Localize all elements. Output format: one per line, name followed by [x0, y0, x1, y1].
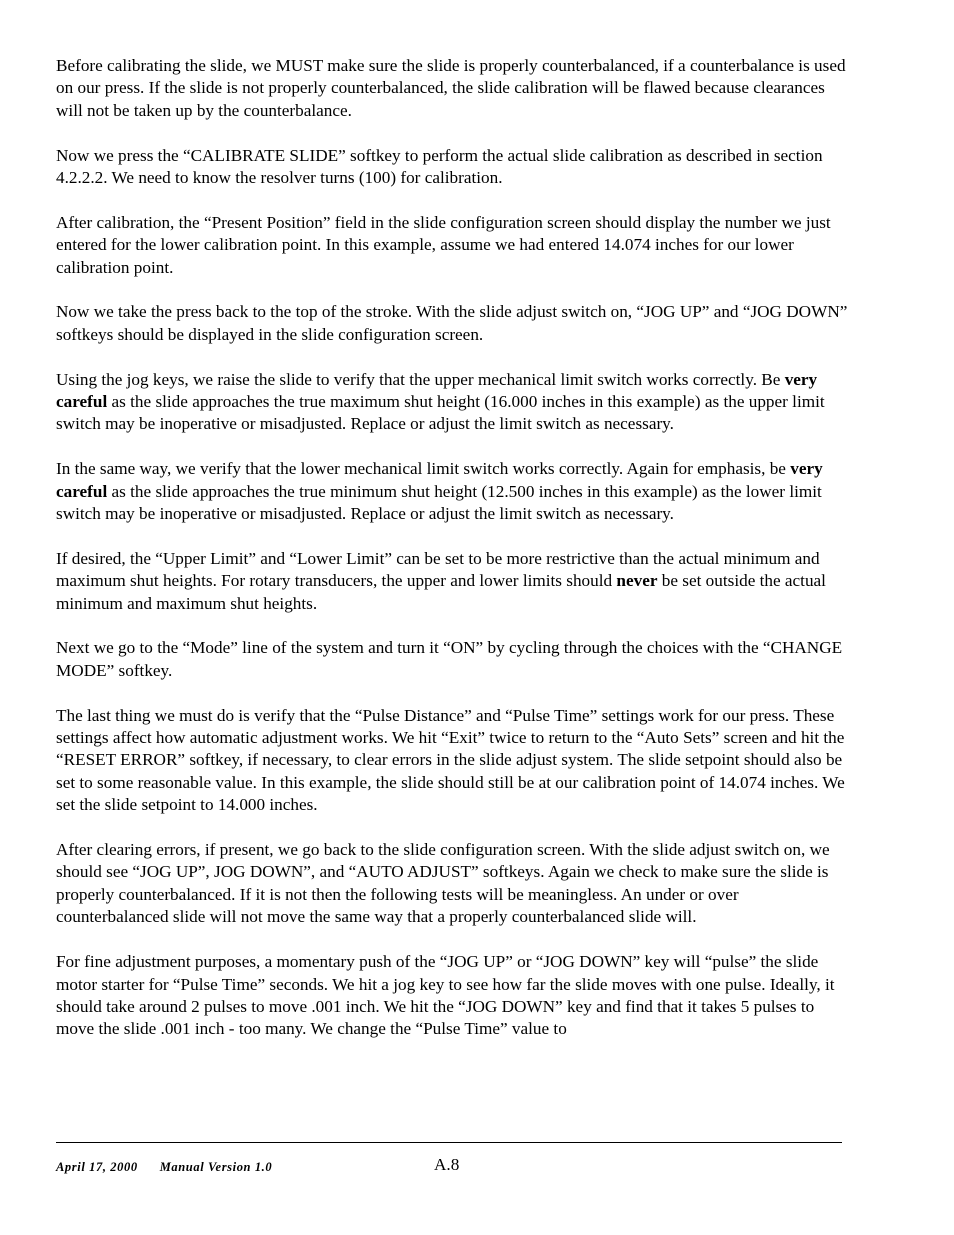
footer-version: Manual Version 1.0	[159, 1160, 273, 1174]
document-body	[56, 55, 848, 1063]
paragraph-counterbalance: Before calibrating the slide, we MUST make sure the slide is properly counterbalanced, if a counterbalance is used on our press. If the slide is not properly counterbalanced, the slide calibration will be flawed because clearances will not be taken up by the counterbalance.	[56, 56, 846, 120]
paragraph-pulse-settings: The last thing we must do is verify that the “Pulse Distance” and “Pulse Time” settings work for our press. These settings affect how automatic adjustment works. We hit “Exit” twice to return to the “Auto Sets” screen and hit the “RESET ERROR” softkey, if necessary, to clear errors in the slide adjust system. The slide setpoint should also be set to some reasonable value. In this example, the slide should still be at our calibration point of 14.074 inches. We set the slide setpoint to 14.000 inches.	[56, 705, 845, 815]
paragraph-clearing-errors: After clearing errors, if present, we go back to the slide configuration screen. With the slide adjust switch on, we should see “JOG UP”, JOG DOWN”, and “AUTO ADJUST” softkeys. Again we check to make sure the slide is properly counterbalanced. If it is not then the following tests will be meaningless. An under or over counterbalanced slide will not move the same way that a properly counterbalanced slide will.	[56, 840, 830, 927]
paragraph-calibrate-slide: Now we press the “CALIBRATE SLIDE” softkey to perform the actual slide calibration as described in section 4.2.2.2. We need to know the resolver turns (100) for calibration.	[56, 145, 823, 188]
paragraph-top-of-stroke: Now we take the press back to the top of the stroke. With the slide adjust switch on, “JOG UP” and “JOG DOWN” softkeys should be displayed in the slide configuration screen.	[56, 302, 848, 344]
footer-date-version	[56, 1160, 272, 1175]
paragraph-upper-limit-switch: Using the jog keys, we raise the slide to verify that the upper mechanical limit switch works correctly. Be very careful as the slide approaches the true maximum shut height (16.000 inches in this example) as the upper limit switch may be inoperative or misadjusted. Replace or adjust the limit switch as necessary.	[56, 369, 825, 434]
paragraph-present-position: After calibration, the “Present Position” field in the slide configuration screen should display the number we just entered for the lower calibration point. In this example, assume we had entered 14.074 inches for our lower calibration point.	[56, 212, 831, 277]
footer-divider	[56, 1142, 842, 1143]
footer-date: April 17, 2000	[56, 1160, 138, 1174]
page-number: A.8	[434, 1155, 460, 1174]
paragraph-lower-limit-switch: In the same way, we verify that the lower mechanical limit switch works correctly. Again for emphasis, be very careful as the slide approaches the true minimum shut height (12.500 inches in this example) as the lower limit switch may be inoperative or misadjusted. Replace or adjust the limit switch as necessary.	[56, 459, 823, 524]
emphasis-never: never	[616, 571, 658, 591]
paragraph-mode-line: Next we go to the “Mode” line of the system and turn it “ON” by cycling through the choices with the “CHANGE MODE” softkey.	[56, 638, 843, 680]
paragraph-fine-adjustment: For fine adjustment purposes, a momentary push of the “JOG UP” or “JOG DOWN” key will “pulse” the slide motor starter for “Pulse Time” seconds. We hit a jog key to see how far the slide moves with one pulse. Ideally, it should take around 2 pulses to move .001 inch. We hit the “JOG DOWN” key and find that it takes 5 pulses to move the slide .001 inch - too many. We change the “Pulse Time” value to	[56, 952, 835, 1039]
paragraph-limits-restrictive: If desired, the “Upper Limit” and “Lower Limit” can be set to be more restrictive than the actual minimum and maximum shut heights. For rotary transducers, the upper and lower limits should never be set outside the actual minimum and maximum shut heights.	[56, 548, 826, 613]
emphasis-very-careful: very careful	[56, 459, 823, 501]
emphasis-very-careful: very careful	[56, 369, 818, 412]
